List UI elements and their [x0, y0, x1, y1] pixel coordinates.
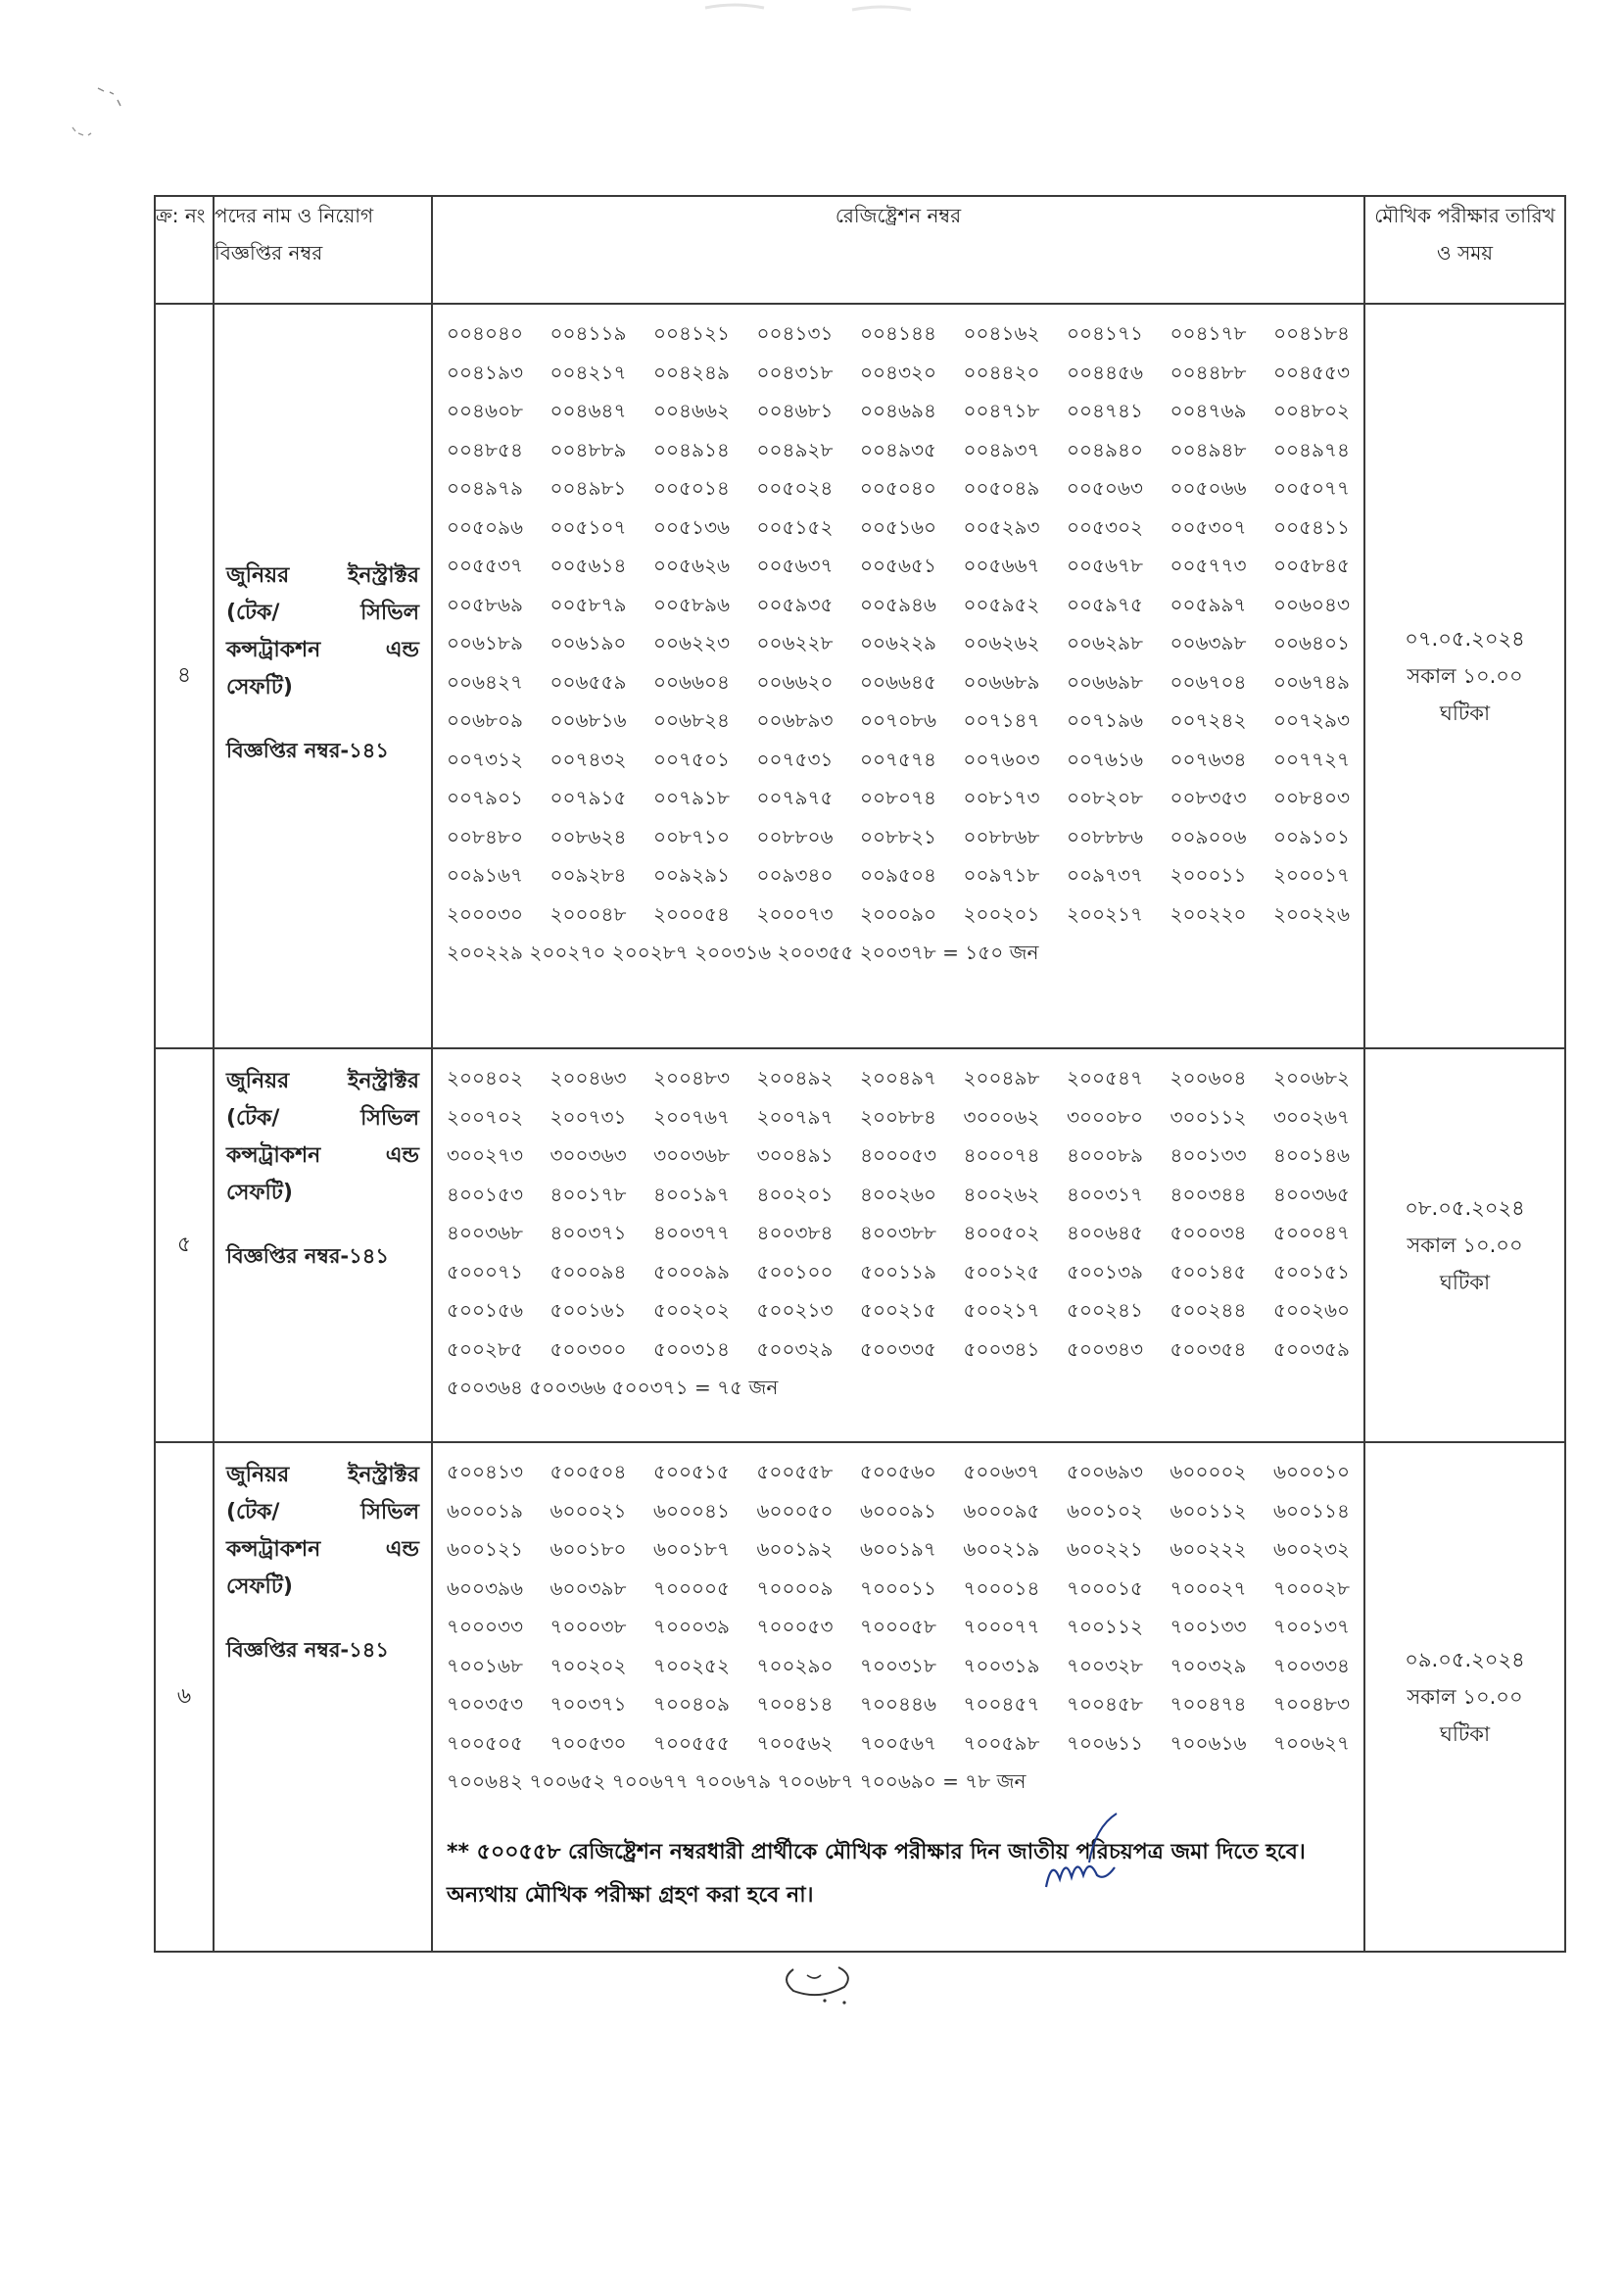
registration-line: ২০০২২৯ ২০০২৭০ ২০০২৮৭ ২০০৩১৬ ২০০৩৫৫ ২০০৩৭৮ = ১৫০ জন [447, 941, 1039, 964]
registration-line: ০০৪৬০৮ ০০৪৬৪৭ ০০৪৬৬২ ০০৪৬৮১ ০০৪৬৯৪ ০০৪৭১৮ ০০৪৭৪১ ০০৪৭৬৯ ০০৪৮০২ [447, 399, 1350, 422]
registration-line: ৫০০১৫৬ ৫০০১৬১ ৫০০২০২ ৫০০২১৩ ৫০০২১৫ ৫০০২১৭ ৫০০২৪১ ৫০০২৪৪ ৫০০২৬০ [447, 1298, 1350, 1322]
interview-date: ০৮.০৫.২০২৪ [1405, 1196, 1525, 1220]
registration-line: ৭০০০৩৩ ৭০০০৩৮ ৭০০০৩৯ ৭০০০৫৩ ৭০০০৫৮ ৭০০০৭৭ ৭০০১১২ ৭০০১৩৩ ৭০০১৩৭ [447, 1615, 1350, 1638]
registration-line: ০০৮৪৮০ ০০৮৬২৪ ০০৮৭১০ ০০৮৮০৬ ০০৮৮২১ ০০৮৮৬৮ ০০৮৮৮৬ ০০৯০০৬ ০০৯১০১ [447, 824, 1350, 848]
interview-unit: ঘটিকা [1439, 1722, 1491, 1746]
registration-line: ০০৬১৮৯ ০০৬১৯০ ০০৬২২৩ ০০৬২২৮ ০০৬২২৯ ০০৬২৬২ ০০৬২৯৮ ০০৬৩৯৮ ০০৬৪০১ [447, 631, 1350, 654]
row-interview-time [1364, 1442, 1565, 1952]
registration-line: ৭০০৬৪২ ৭০০৬৫২ ৭০০৬৭৭ ৭০০৬৭৯ ৭০০৬৮৭ ৭০০৬৯০ = ৭৮ জন [447, 1769, 1027, 1793]
post-line: (টেক/ সিভিল [226, 1500, 419, 1524]
registration-list [433, 1049, 1363, 1416]
registration-line: ০০৬৮০৯ ০০৬৮১৬ ০০৬৮২৪ ০০৬৮৯৩ ০০৭০৮৬ ০০৭১৪৭ ০০৭১৯৬ ০০৭২৪২ ০০৭২৯৩ [447, 708, 1350, 732]
row-post [214, 304, 432, 1048]
corner-scribble-marks [59, 78, 147, 167]
post-line: কন্সট্রাকশন এন্ড [226, 1143, 419, 1168]
post-line: সেফটি) [226, 1181, 293, 1205]
row-interview-time [1364, 304, 1565, 1048]
post-line: জুনিয়র ইনস্ট্রাক্টর [226, 1069, 419, 1093]
post-line: কন্সট্রাকশন এন্ড [226, 638, 419, 662]
registration-line: ০০৪৮৫৪ ০০৪৮৮৯ ০০৪৯১৪ ০০৪৯২৮ ০০৪৯৩৫ ০০৪৯৩৭ ০০৪৯৪০ ০০৪৯৪৮ ০০৪৯৭৪ [447, 437, 1350, 461]
header-serial: ক্র: নং [155, 196, 214, 304]
table-header-row [155, 196, 1565, 304]
registration-line: ০০৬৪২৭ ০০৬৫৫৯ ০০৬৬০৪ ০০৬৬২০ ০০৬৬৪৫ ০০৬৬৮৯ ০০৬৬৯৮ ০০৬৭০৪ ০০৬৭৪৯ [447, 669, 1350, 694]
interview-unit: ঘটিকা [1439, 701, 1491, 725]
registration-line: ০০৫৫৩৭ ০০৫৬১৪ ০০৫৬২৬ ০০৫৬৩৭ ০০৫৬৫১ ০০৫৬৬৭ ০০৫৬৭৮ ০০৫৭৭৩ ০০৫৮৪৫ [447, 554, 1350, 577]
registration-line: ২০০৪০২ ২০০৪৬৩ ২০০৪৮৩ ২০০৪৯২ ২০০৪৯৭ ২০০৪৯৮ ২০০৫৪৭ ২০০৬০৪ ২০০৬৮২ [447, 1066, 1350, 1089]
page-footer-mark [774, 1950, 882, 2008]
header-interview: মৌখিক পরীক্ষার তারিখ ও সময় [1364, 196, 1565, 304]
post-line: (টেক/ সিভিল [226, 601, 419, 625]
registration-line: ৩০০২৭৩ ৩০০৩৬৩ ৩০০৩৬৮ ৩০০৪৯১ ৪০০০৫৩ ৪০০০৭৪ ৪০০০৮৯ ৪০০১৩৩ ৪০০১৪৬ [447, 1143, 1350, 1167]
post-line: জুনিয়র ইনস্ট্রাক্টর [226, 1463, 419, 1487]
registration-line: ৫০০৪১৩ ৫০০৫০৪ ৫০০৫১৫ ৫০০৫৫৮ ৫০০৫৬০ ৫০০৬৩৭ ৫০০৬৯৩ ৬০০০০২ ৬০০০১০ [447, 1460, 1350, 1483]
interview-schedule-table [154, 195, 1566, 1953]
post-line: কন্সট্রাকশন এন্ড [226, 1537, 419, 1562]
registration-line: ৫০০৩৬৪ ৫০০৩৬৬ ৫০০৩৭১ = ৭৫ জন [447, 1376, 779, 1399]
registration-line: ৫০০০৭১ ৫০০০৯৪ ৫০০০৯৯ ৫০০১০০ ৫০০১১৯ ৫০০১২৫ ৫০০১৩৯ ৫০০১৪৫ ৫০০১৫১ [447, 1259, 1350, 1283]
post-line: সেফটি) [226, 675, 293, 700]
row-serial: ৪ [155, 304, 214, 1048]
post-line: (টেক/ সিভিল [226, 1106, 419, 1131]
row-post [214, 1048, 432, 1442]
interview-time: সকাল ১০.০০ [1407, 664, 1523, 688]
table-row [155, 1442, 1565, 1952]
row-interview-time [1364, 1048, 1565, 1442]
nid-note: ** ৫০০৫৫৮ রেজিষ্ট্রেশন নম্বরধারী প্রার্থীকে মৌখিক পরীক্ষার দিন জাতীয় পরিচয়পত্র জমা দিতে হবে। অন্যথায় মৌখিক পরীক্ষা গ্রহণ করা হবে না। [447, 1839, 1306, 1908]
row-registrations [432, 1442, 1364, 1952]
table-row [155, 1048, 1565, 1442]
faint-top-marks [686, 0, 940, 20]
notice-number: বিজ্ঞপ্তির নম্বর-১৪১ [226, 1638, 389, 1662]
row-post [214, 1442, 432, 1952]
registration-line: ৬০০০১৯ ৬০০০২১ ৬০০০৪১ ৬০০০৫০ ৬০০০৯১ ৬০০০৯৫ ৬০০১০২ ৬০০১১২ ৬০০১১৪ [447, 1498, 1350, 1523]
interview-date: ০৯.০৫.২০২৪ [1405, 1648, 1525, 1671]
row-serial: ৫ [155, 1048, 214, 1442]
row-serial: ৬ [155, 1442, 214, 1952]
post-line: জুনিয়র ইনস্ট্রাক্টর [226, 563, 419, 588]
registration-line: ০০৭৩১২ ০০৭৪৩২ ০০৭৫০১ ০০৭৫৩১ ০০৭৫৭৪ ০০৭৬০৩ ০০৭৬১৬ ০০৭৬৩৪ ০০৭৭২৭ [447, 747, 1350, 771]
interview-unit: ঘটিকা [1439, 1271, 1491, 1294]
interview-time: সকাল ১০.০০ [1407, 1233, 1523, 1257]
interview-time: সকাল ১০.০০ [1407, 1685, 1523, 1709]
table-row [155, 304, 1565, 1048]
interview-date: ০৭.০৫.২০২৪ [1405, 627, 1525, 651]
registration-line: ৭০০৩৫৩ ৭০০৩৭১ ৭০০৪০৯ ৭০০৪১৪ ৭০০৪৪৬ ৭০০৪৫৭ ৭০০৪৫৮ ৭০০৪৭৪ ৭০০৪৮৩ [447, 1692, 1350, 1716]
signature [1038, 1809, 1146, 1907]
row-registrations [432, 1048, 1364, 1442]
registration-line: ৬০০৩৯৬ ৬০০৩৯৮ ৭০০০০৫ ৭০০০০৯ ৭০০০১১ ৭০০০১৪ ৭০০০১৫ ৭০০০২৭ ৭০০০২৮ [447, 1575, 1350, 1600]
registration-list [433, 1443, 1363, 1810]
registration-line: ০০৪৯৭৯ ০০৪৯৮১ ০০৫০১৪ ০০৫০২৪ ০০৫০৪০ ০০৫০৪৯ ০০৫০৬৩ ০০৫০৬৬ ০০৫০৭৭ [447, 476, 1350, 500]
registration-line: ৭০০৫০৫ ৭০০৫৩০ ৭০০৫৫৫ ৭০০৫৬২ ৭০০৫৬৭ ৭০০৫৯৮ ৭০০৬১১ ৭০০৬১৬ ৭০০৬২৭ [447, 1730, 1350, 1755]
registration-line: ০০৫০৯৬ ০০৫১০৭ ০০৫১৩৬ ০০৫১৫২ ০০৫১৬০ ০০৫২৯৩ ০০৫৩০২ ০০৫৩০৭ ০০৫৪১১ [447, 514, 1350, 539]
registration-list [433, 305, 1363, 981]
registration-line: ০০৯১৬৭ ০০৯২৮৪ ০০৯২৯১ ০০৯৩৪০ ০০৯৫০৪ ০০৯৭১৮ ০০৯৭৩৭ ২০০০১১ ২০০০১৭ [447, 863, 1350, 887]
row-registrations [432, 304, 1364, 1048]
registration-line: ০০৪১৯৩ ০০৪২১৭ ০০৪২৪৯ ০০৪৩১৮ ০০৪৩২০ ০০৪৪২০ ০০৪৪৫৬ ০০৪৪৮৮ ০০৪৫৫৩ [447, 360, 1350, 384]
header-registration: রেজিষ্ট্রেশন নম্বর [432, 196, 1364, 304]
header-post: পদের নাম ও নিয়োগ বিজ্ঞপ্তির নম্বর [214, 196, 432, 304]
registration-line: ৪০০১৫৩ ৪০০১৭৮ ৪০০১৯৭ ৪০০২০১ ৪০০২৬০ ৪০০২৬২ ৪০০৩১৭ ৪০০৩৪৪ ৪০০৩৬৫ [447, 1182, 1350, 1206]
registration-line: ২০০০৩০ ২০০০৪৮ ২০০০৫৪ ২০০০৭৩ ২০০০৯০ ২০০২০১ ২০০২১৭ ২০০২২০ ২০০২২৬ [447, 901, 1350, 926]
notice-number: বিজ্ঞপ্তির নম্বর-১৪১ [226, 1244, 389, 1268]
post-line: সেফটি) [226, 1574, 293, 1599]
registration-line: ৪০০৩৬৮ ৪০০৩৭১ ৪০০৩৭৭ ৪০০৩৮৪ ৪০০৩৮৮ ৪০০৫০২ ৪০০৬৪৫ ৫০০০৩৪ ৫০০০৪৭ [447, 1221, 1350, 1244]
registration-line: ৭০০১৬৮ ৭০০২০২ ৭০০২৫২ ৭০০২৯০ ৭০০৩১৮ ৭০০৩১৯ ৭০০৩২৮ ৭০০৩২৯ ৭০০৩৩৪ [447, 1653, 1350, 1677]
registration-line: ৫০০২৮৫ ৫০০৩০০ ৫০০৩১৪ ৫০০৩২৯ ৫০০৩৩৫ ৫০০৩৪১ ৫০০৩৪৩ ৫০০৩৫৪ ৫০০৩৫৯ [447, 1336, 1350, 1361]
registration-line: ২০০৭০২ ২০০৭৩১ ২০০৭৬৭ ২০০৭৯৭ ২০০৮৮৪ ৩০০০৬২ ৩০০০৮০ ৩০০১১২ ৩০০২৬৭ [447, 1104, 1350, 1129]
registration-line: ০০৪০৪০ ০০৪১১৯ ০০৪১২১ ০০৪১৩১ ০০৪১৪৪ ০০৪১৬২ ০০৪১৭১ ০০৪১৭৮ ০০৪১৮৪ [447, 321, 1350, 345]
registration-line: ৬০০১২১ ৬০০১৮০ ৬০০১৮৭ ৬০০১৯২ ৬০০১৯৭ ৬০০২১৯ ৬০০২২১ ৬০০২২২ ৬০০২৩২ [447, 1537, 1350, 1561]
notice-number: বিজ্ঞপ্তির নম্বর-১৪১ [226, 739, 389, 762]
registration-line: ০০৫৮৬৯ ০০৫৮৭৯ ০০৫৮৯৬ ০০৫৯৩৫ ০০৫৯৪৬ ০০৫৯৫২ ০০৫৯৭৫ ০০৫৯৯৭ ০০৬০৪৩ [447, 592, 1350, 616]
registration-line: ০০৭৯০১ ০০৭৯১৫ ০০৭৯১৮ ০০৭৯৭৫ ০০৮০৭৪ ০০৮১৭৩ ০০৮২০৮ ০০৮৩৫৩ ০০৮৪০৩ [447, 786, 1350, 809]
